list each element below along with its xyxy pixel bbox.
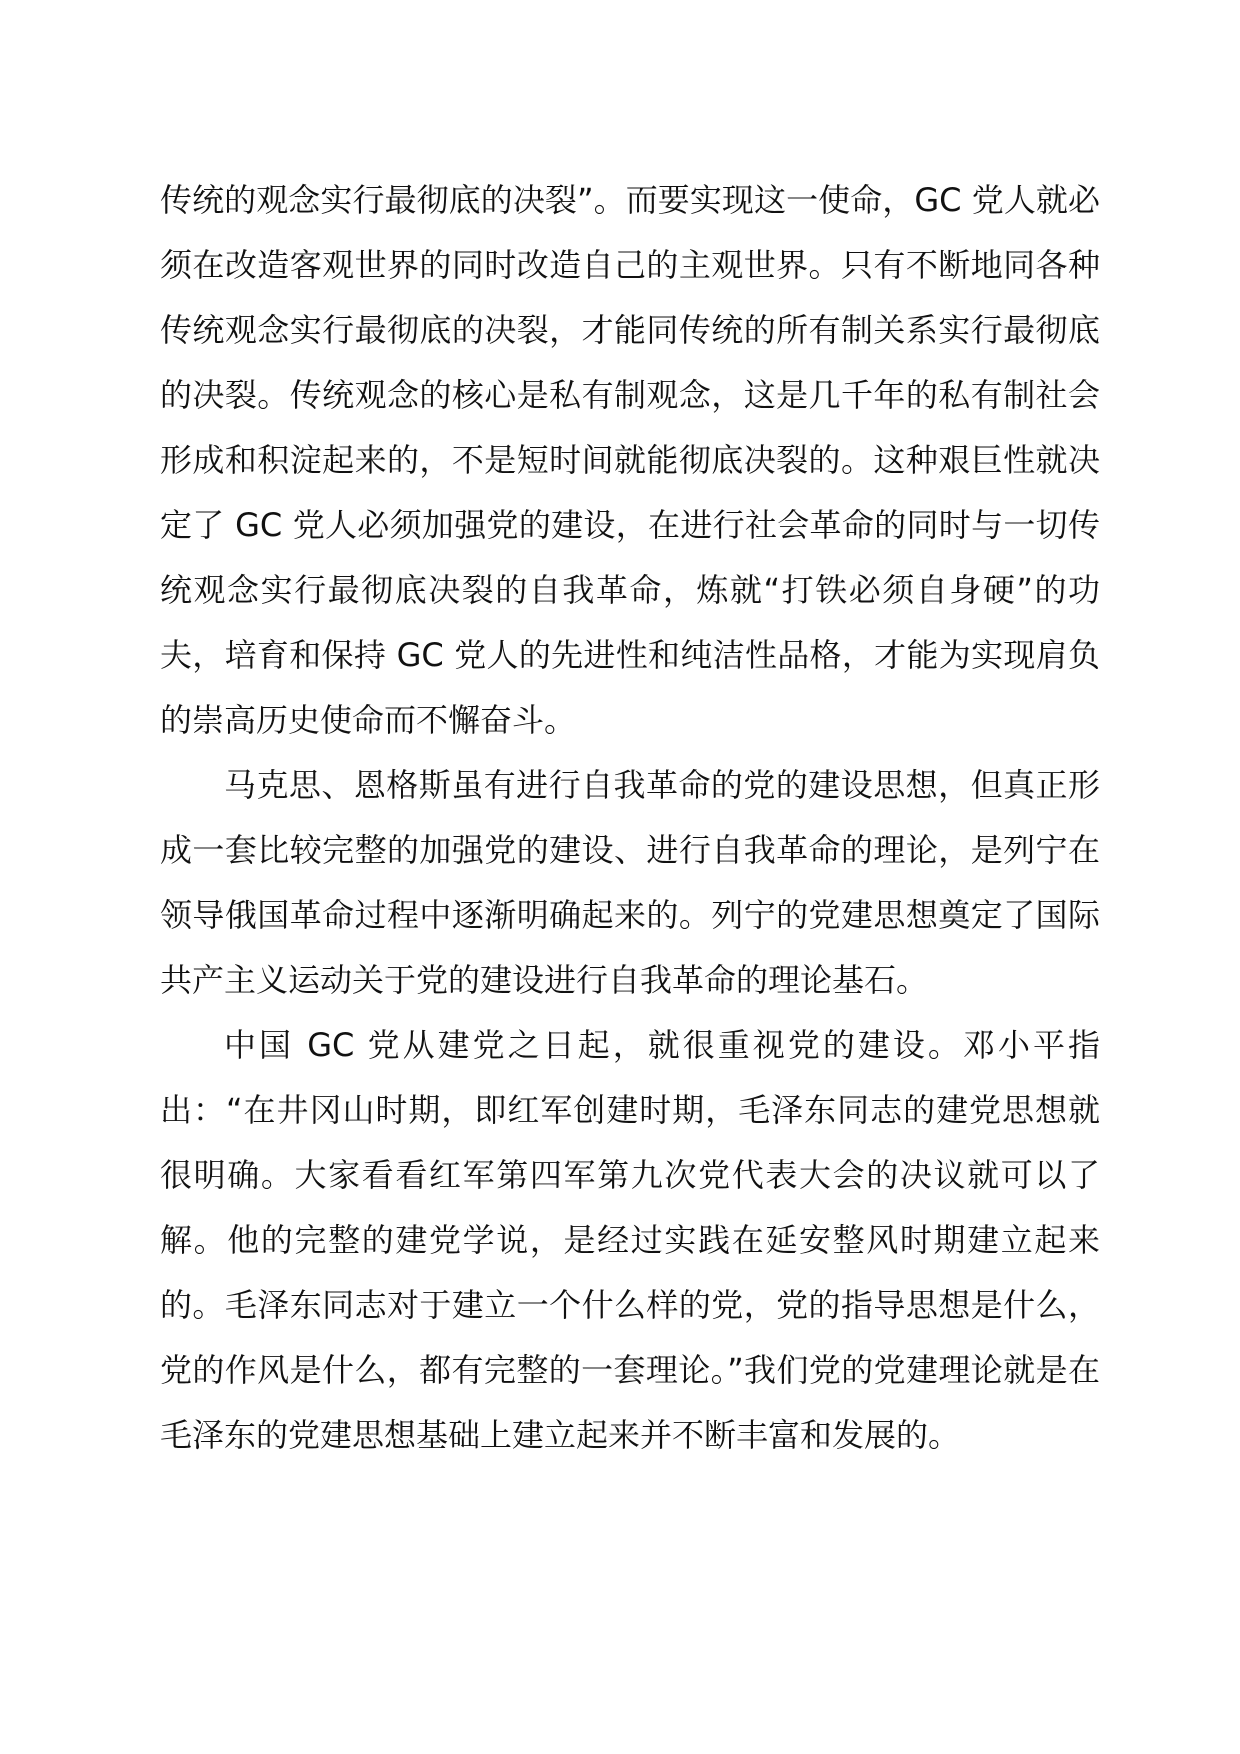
paragraph-marx-engels: 马克思、恩格斯虽有进行自我革命的党的建设思想，但真正形成一套比较完整的加强党的建设、进行自我革命的理论，是列宁在领导俄国革命过程中逐渐明确起来的。列宁的党建思想奠定了国际共产主义运动关于党的建设进行自我革命的理论基石。 [160, 766, 1100, 999]
paragraph-party-building: 中国 GC 党从建党之日起，就很重视党的建设。邓小平指出：“在井冈山时期，即红军创建时期，毛泽东同志的建党思想就很明确。大家看看红军第四军第九次党代表大会的决议就可以了解。他的完整的建党学说，是经过实践在延安整风时期建立起来的。毛泽东同志对于建立一个什么样的党，党的指导思想是什么，党的作风是什么，都有完整的一套理论。”我们党的党建理论就是在毛泽东的党建思想基础上建立起来并不断丰富和发展的。 [160, 1026, 1100, 1454]
paragraph-continuation: 传统的观念实行最彻底的决裂”。而要实现这一使命，GC 党人就必须在改造客观世界的同时改造自己的主观世界。只有不断地同各种传统观念实行最彻底的决裂，才能同传统的所有制关系实行最彻底的决裂。传统观念的核心是私有制观念，这是几千年的私有制社会形成和积淀起来的，不是短时间就能彻底决裂的。这种艰巨性就决定了 GC 党人必须加强党的建设，在进行社会革命的同时与一切传统观念实行最彻底决裂的自我革命，炼就“打铁必须自身硬”的功夫，培育和保持 GC 党人的先进性和纯洁性品格，才能为实现肩负的崇高历史使命而不懈奋斗。 [160, 181, 1100, 739]
document-body [160, 168, 1100, 1468]
